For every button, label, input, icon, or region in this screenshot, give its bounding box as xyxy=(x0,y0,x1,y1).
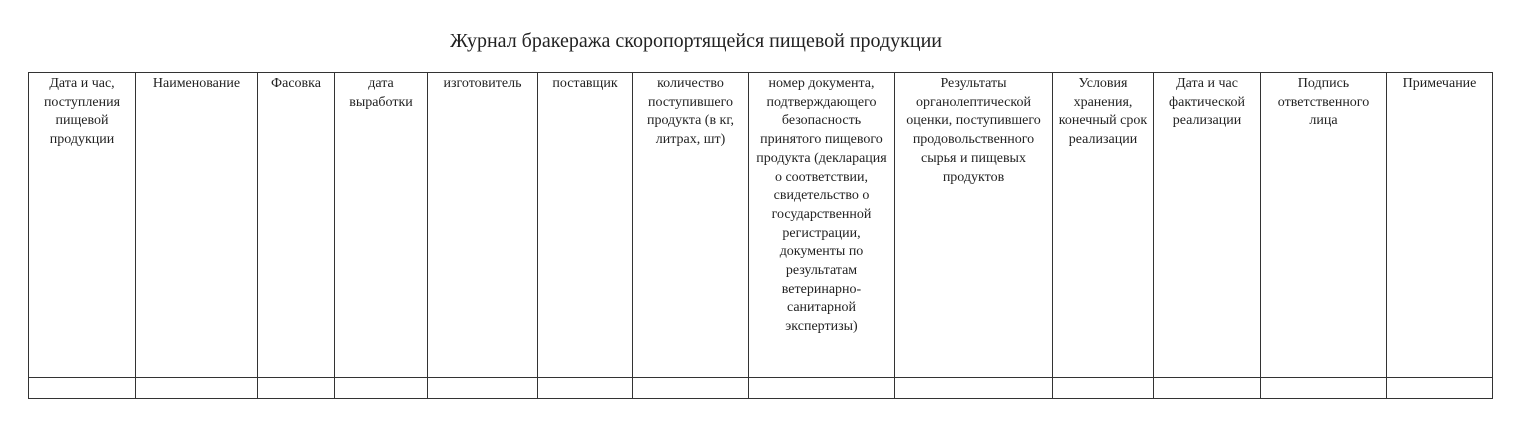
col-header-arrival-datetime: Дата и час, поступления пищевой продукции xyxy=(29,73,136,378)
header-row xyxy=(29,73,1493,378)
table-cell[interactable] xyxy=(1154,378,1261,399)
col-header-storage-conditions: Условия хранения, конечный срок реализации xyxy=(1053,73,1154,378)
col-header-signature: Подпись ответственного лица xyxy=(1261,73,1387,378)
col-header-packaging: Фасовка xyxy=(258,73,335,378)
table-cell[interactable] xyxy=(633,378,749,399)
col-header-supplier: поставщик xyxy=(538,73,633,378)
table-cell[interactable] xyxy=(428,378,538,399)
table-cell[interactable] xyxy=(258,378,335,399)
col-header-manufacturer: изготовитель xyxy=(428,73,538,378)
table-row xyxy=(29,378,1493,399)
col-header-safety-document: номер документа, подтверждающего безопасность принятого пищевого продукта (декларация о соответствии, свидетельство о государственной регистрации, документы по результатам ветеринарно-санитарной экспертизы) xyxy=(749,73,895,378)
col-header-quantity: количество поступившего продукта (в кг, литрах, шт) xyxy=(633,73,749,378)
col-header-note: Примечание xyxy=(1387,73,1493,378)
acceptance-journal-table xyxy=(28,72,1493,399)
document-title: Журнал бракеража скоропортящейся пищевой продукции xyxy=(450,30,942,52)
table-cell[interactable] xyxy=(749,378,895,399)
col-header-production-date: дата выработки xyxy=(335,73,428,378)
table-cell[interactable] xyxy=(29,378,136,399)
table-cell[interactable] xyxy=(1387,378,1493,399)
table-cell[interactable] xyxy=(1053,378,1154,399)
table-cell[interactable] xyxy=(1261,378,1387,399)
col-header-actual-sale-datetime: Дата и час фактической реализации xyxy=(1154,73,1261,378)
table-cell[interactable] xyxy=(538,378,633,399)
table-cell[interactable] xyxy=(895,378,1053,399)
col-header-name: Наименование xyxy=(136,73,258,378)
col-header-organoleptic-results: Результаты органолептической оценки, поступившего продовольственного сырья и пищевых продуктов xyxy=(895,73,1053,378)
table-cell[interactable] xyxy=(335,378,428,399)
table-cell[interactable] xyxy=(136,378,258,399)
